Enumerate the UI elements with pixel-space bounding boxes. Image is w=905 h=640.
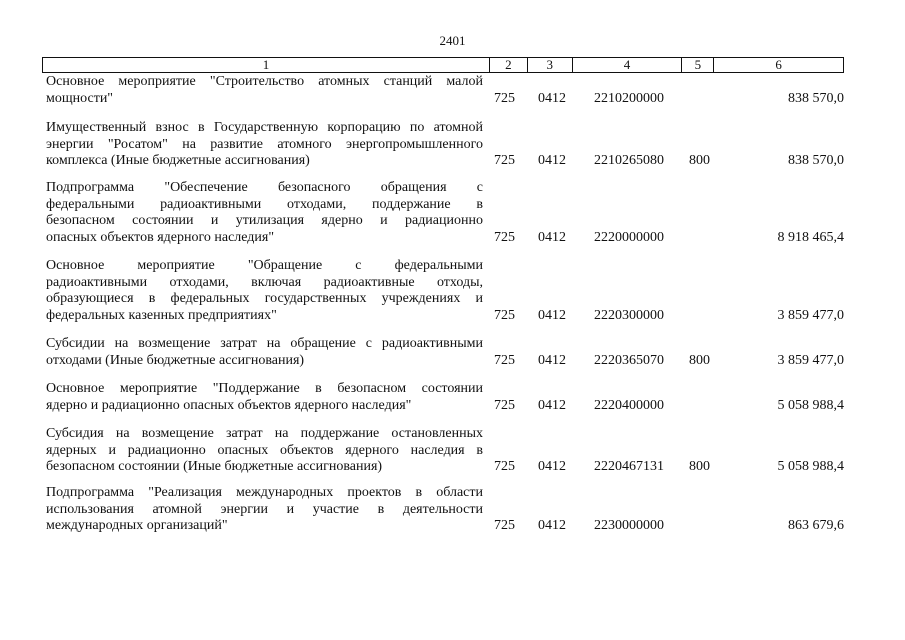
description-line: ядерно и радиационно опасных объектов ядерного наследия" [46,397,412,413]
target-code: 2230000000 [594,518,664,533]
section-code: 0412 [538,459,566,474]
expense-code: 800 [689,153,710,168]
section-code: 0412 [538,352,566,368]
description-line: использования атомной энергии и участие в деятельности [46,501,483,517]
header-col-6: 6 [775,57,782,72]
target-code: 2210200000 [594,90,664,106]
description-line: Подпрограмма "Реализация международных проектов в области [46,485,483,500]
section-code: 0412 [538,397,566,413]
header-col-1: 1 [43,58,490,72]
description-line: Субсидия на возмещение затрат на поддержание остановленных [46,426,483,441]
table-row [42,258,844,324]
table-row [42,336,844,369]
amount: 838 570,0 [788,90,844,106]
admin-code: 725 [494,307,515,323]
target-code: 2220400000 [594,397,664,413]
description-line: федеральными радиоактивными отходами, поддержание в [46,196,483,212]
amount: 5 058 988,4 [777,459,844,474]
amount: 838 570,0 [788,153,844,168]
admin-code: 725 [494,229,515,245]
description-line: отходами (Иные бюджетные ассигнования) [46,352,305,368]
amount: 5 058 988,4 [777,397,844,413]
expense-code: 800 [689,352,710,368]
row-description [46,74,483,107]
description-line: радиоактивными отходами, включая радиоактивные отходы, [46,274,483,290]
description-line: Имущественный взнос в Государственную корпорацию по атомной [46,120,483,135]
section-code: 0412 [538,90,566,106]
row-description [46,336,483,369]
admin-code: 725 [494,352,515,368]
amount: 863 679,6 [788,518,844,533]
description-line: Основное мероприятие "Поддержание в безопасном состоянии [46,381,483,396]
header-col-3: 3 [528,58,573,72]
description-line: Субсидии на возмещение затрат на обращение с радиоактивными [46,336,483,351]
section-code: 0412 [538,518,566,533]
admin-code: 725 [494,397,515,413]
description-line: федеральных казенных предприятиях" [46,307,277,323]
target-code: 2220000000 [594,229,664,245]
target-code: 2220365070 [594,352,664,368]
header-col-4: 4 [573,58,683,72]
admin-code: 725 [494,459,515,474]
amount: 3 859 477,0 [777,352,844,368]
admin-code: 725 [494,153,515,168]
description-line: безопасном состоянии (Иные бюджетные ассигнования) [46,459,383,474]
description-line: образующиеся в федеральных государственных учреждениях и [46,291,483,306]
row-description [46,381,483,414]
row-description [46,180,483,246]
row-description [46,426,483,476]
header-col-2: 2 [490,58,528,72]
row-description [46,120,483,170]
amount: 3 859 477,0 [777,307,844,323]
section-code: 0412 [538,307,566,323]
table-row [42,381,844,414]
row-description [46,485,483,535]
description-line: энергии "Росатом" на развитие атомного энергопромышленного [46,136,483,152]
admin-code: 725 [494,90,515,106]
expense-code: 800 [689,459,710,474]
row-description [46,258,483,324]
target-code: 2220300000 [594,307,664,323]
table-row [42,180,844,246]
description-line: ядерных и радиационно опасных объектов ядерного наследия в [46,442,483,458]
target-code: 2220467131 [594,459,664,474]
target-code: 2210265080 [594,153,664,168]
description-line: безопасном состоянии и утилизация ядерно и радиационно [46,213,483,228]
table-row [42,426,844,476]
table-row [42,485,844,535]
table-row [42,120,844,170]
description-line: Основное мероприятие "Обращение с федеральными [46,258,483,273]
table-row [42,74,844,107]
description-line: Основное мероприятие "Строительство атомных станций малой [46,74,483,89]
description-line: мощности" [46,90,114,106]
section-code: 0412 [538,229,566,245]
page-number: 2401 [439,33,466,48]
admin-code: 725 [494,518,515,533]
amount: 8 918 465,4 [777,229,844,245]
header-col-5: 5 [682,58,714,72]
description-line: Подпрограмма "Обеспечение безопасного обращения с [46,180,483,195]
section-code: 0412 [538,153,566,168]
description-line: комплекса (Иные бюджетные ассигнования) [46,153,310,168]
description-line: международных организаций" [46,518,228,533]
description-line: опасных объектов ядерного наследия" [46,229,275,245]
table-header [42,57,844,73]
